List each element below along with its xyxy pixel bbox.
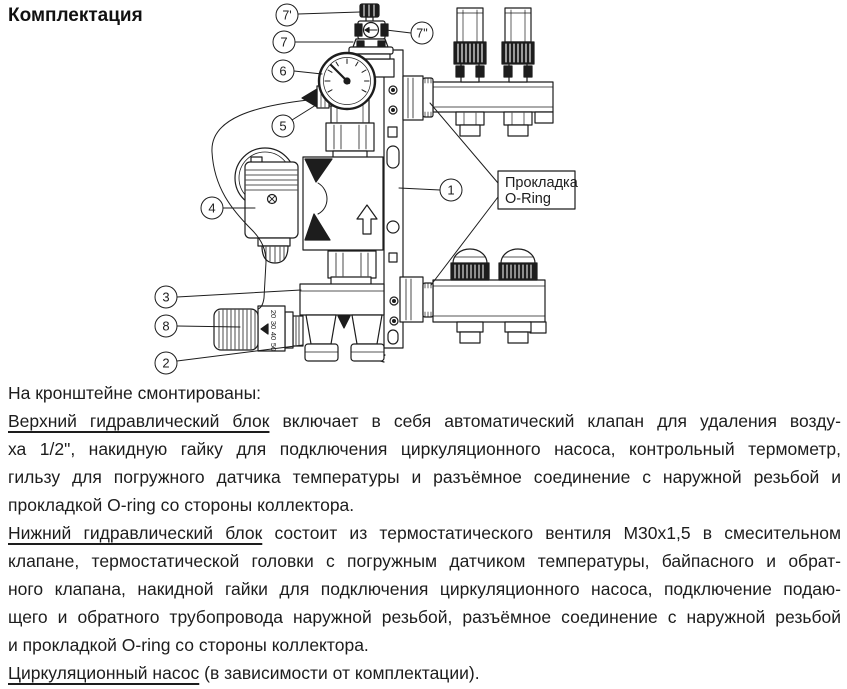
p3-underlined-term: Циркуляционный насос (8, 663, 200, 683)
upper-manifold-union (403, 76, 433, 120)
callout-2 (155, 352, 177, 374)
callout-4 (201, 197, 223, 219)
description-text (8, 379, 841, 687)
lower-manifold-union (400, 277, 433, 322)
callout-7 (273, 31, 295, 53)
flow-meter (454, 8, 486, 136)
p2-line1-rest: состоит из термостатического вентиля М30х1,5 в смесительном (262, 523, 841, 543)
svg-text:5: 5 (279, 118, 287, 134)
p2-line1 (8, 519, 841, 547)
svg-text:7": 7" (416, 26, 428, 41)
svg-text:2: 2 (162, 355, 170, 371)
callout-1 (440, 179, 462, 201)
flow-meter (502, 8, 534, 136)
p1-line1-rest: включает в себя автоматический клапан для удаления возду- (269, 411, 841, 431)
callout-5 (272, 115, 294, 137)
p3-line1-rest: (в зависимости от комплектации). (199, 663, 480, 683)
p2-line3: ного клапана, накидной гайки для подключения циркуляционного насоса, подключение подаю- (8, 579, 841, 599)
head-scale-50: 50 (269, 342, 278, 352)
thermostatic-head (214, 306, 303, 351)
p2-line4: щего и обратного трубопровода наружной резьбой, разъёмное соединение с наружной резьбой (8, 607, 841, 627)
svg-text:8: 8 (162, 318, 170, 334)
head-scale-30: 30 (269, 320, 278, 330)
p1-line3: гильзу для погружного датчика температуры и разъёмное соединение с наружной резьбой и (8, 467, 841, 487)
p1-underlined-term: Верхний гидравлический блок (8, 411, 270, 431)
callout-3 (155, 286, 177, 308)
thermometer-gauge (319, 53, 375, 109)
head-scale-40: 40 (269, 331, 278, 341)
upper-hydraulic-block (302, 4, 394, 159)
head-scale-20: 20 (269, 309, 278, 319)
p1-line1 (8, 407, 841, 435)
svg-text:7': 7' (282, 8, 292, 23)
p1-line4: прокладкой O-ring со стороны коллектора. (8, 495, 355, 515)
p2-line5: и прокладкой O-ring со стороны коллектора. (8, 635, 369, 655)
svg-text:4: 4 (208, 200, 216, 216)
p1-line2: ха 1/2", накидную гайку для подключения циркуляционного насоса, контрольный термометр, (8, 439, 841, 459)
lower-hydraulic-block (214, 277, 384, 361)
oring-label-line2: O-Ring (505, 191, 551, 207)
p3-line1 (8, 659, 841, 687)
oring-label-line1: Прокладка (505, 175, 578, 191)
svg-text:3: 3 (162, 289, 170, 305)
callout-7-double-prime (411, 22, 433, 44)
callout-8 (155, 315, 177, 337)
svg-text:6: 6 (279, 63, 287, 79)
p2-underlined-term: Нижний гидравлический блок (8, 523, 263, 543)
svg-text:7: 7 (280, 34, 288, 50)
callout-7-prime (276, 4, 298, 26)
p2-line2: клапане, термостатической головки с погружным датчиком температуры, байпасного и обрат- (8, 551, 841, 571)
intro-line: На кронштейне смонтированы: (8, 383, 262, 403)
callout-6 (272, 60, 294, 82)
circulation-pump (235, 148, 383, 278)
svg-text:1: 1 (447, 182, 455, 198)
lower-manifold (400, 249, 546, 343)
page-title: Комплектация (8, 5, 143, 26)
